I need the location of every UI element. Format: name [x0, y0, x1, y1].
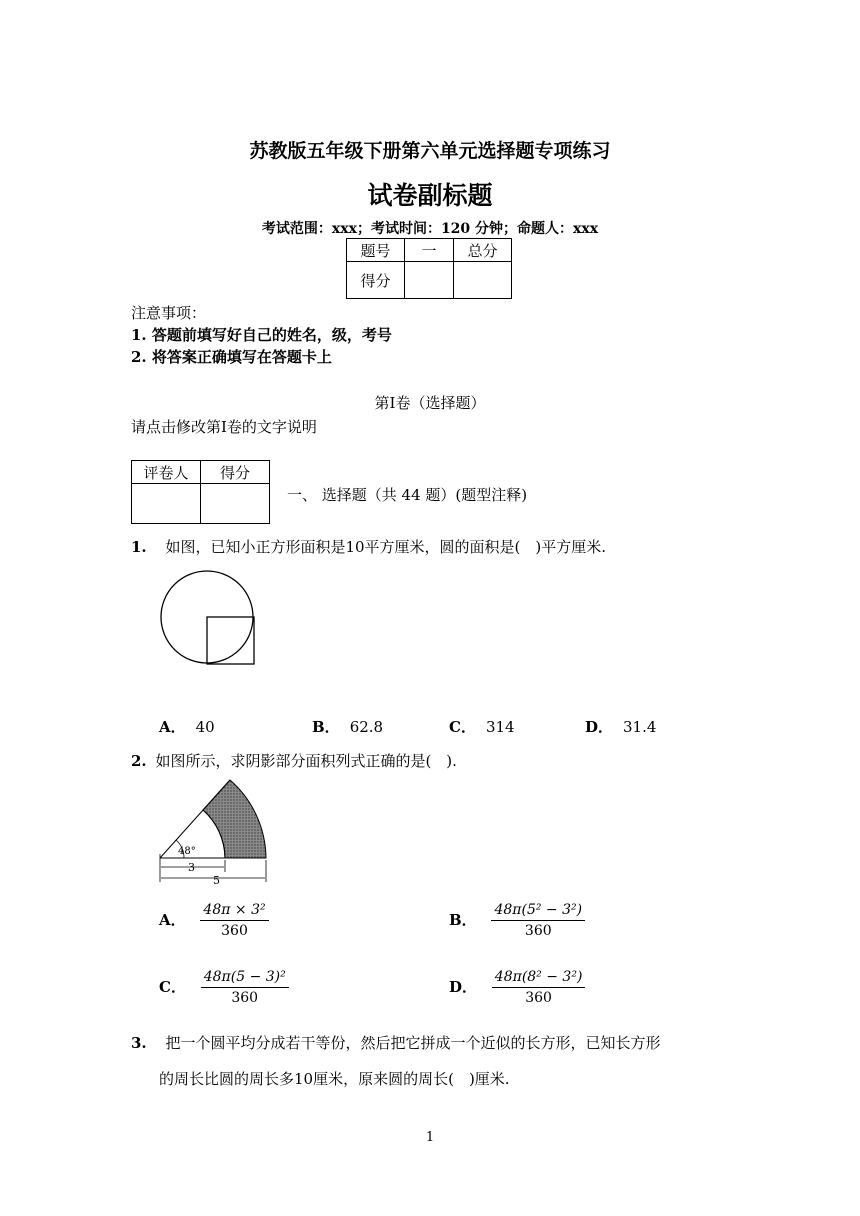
fraction: $\frac{\text{48π(5 − 3)²}}{360}$	[201, 969, 289, 1006]
fraction: $\frac{\text{48π(5² − 3²)}}{360}$	[491, 902, 585, 939]
score-table	[346, 238, 512, 299]
grader-score-header: 得分	[201, 461, 270, 484]
score-header-number: 题号	[347, 239, 405, 262]
page-title: 苏教版五年级下册第六单元选择题专项练习	[249, 140, 611, 162]
note-item: 1. 答题前填写好自己的姓名，级，考号	[131, 326, 392, 344]
section-description: 请点击修改第Ⅰ卷的文字说明	[131, 418, 317, 436]
question-type-heading: 一、 选择题（共 44 题）(题型注释)	[287, 486, 528, 504]
angle-label: 48°	[178, 846, 196, 857]
option-a: A． 40	[159, 718, 215, 736]
grader-header: 评卷人	[132, 461, 201, 484]
option-a: A． $\frac{\text{48π × 3²}}{360}$	[159, 902, 269, 939]
question-number: 2.	[131, 752, 147, 770]
question-text: 把一个圆平均分成若干等份，然后把它拼成一个近似的长方形，已知长方形	[165, 1034, 661, 1052]
notes-heading: 注意事项：	[131, 304, 207, 322]
note-item: 2. 将答案正确填写在答题卡上	[131, 348, 332, 366]
question-3	[131, 1032, 660, 1053]
page-subtitle: 试卷副标题	[367, 181, 493, 210]
fraction: $\frac{\text{48π(8² − 3²)}}{360}$	[492, 969, 586, 1006]
score-header-section-one: 一	[405, 239, 454, 262]
question-text: 如图，已知小正方形面积是10平方厘米，圆的面积是( )平方厘米.	[165, 538, 607, 556]
option-d: D． 31.4	[585, 718, 657, 736]
grader-cell[interactable]	[132, 484, 201, 524]
inner-radius-label: 3	[188, 861, 195, 874]
option-b: B． $\frac{\text{48π(5² − 3²)}}{360}$	[449, 902, 585, 939]
option-b: B． 62.8	[312, 718, 384, 736]
score-row-label: 得分	[347, 262, 405, 299]
sector-figure	[158, 778, 270, 886]
outer-radius-label: 5	[213, 874, 220, 886]
question-text-continued: 的周长比圆的周长多10厘米，原来圆的周长( )厘米.	[159, 1070, 510, 1088]
question-number: 1.	[131, 538, 147, 556]
fraction: $\frac{\text{48π × 3²}}{360}$	[200, 902, 268, 939]
question-text: 如图所示，求阴影部分面积列式正确的是( ).	[155, 752, 457, 770]
grader-table	[131, 460, 270, 524]
option-c: C． $\frac{\text{48π(5 − 3)²}}{360}$	[159, 969, 289, 1006]
question-2	[131, 750, 457, 771]
section-title: 第Ⅰ卷（选择题）	[374, 394, 486, 412]
exam-info: 考试范围：xxx；考试时间：120 分钟；命题人：xxx	[261, 221, 599, 237]
question-number: 3.	[131, 1034, 147, 1052]
score-header-total: 总分	[454, 239, 512, 262]
grader-score-cell[interactable]	[201, 484, 270, 524]
page-number: 1	[425, 1130, 435, 1145]
score-cell-total[interactable]	[454, 262, 512, 299]
option-d: D． $\frac{\text{48π(8² − 3²)}}{360}$	[449, 969, 585, 1006]
circle-square-figure	[158, 570, 262, 670]
question-1	[131, 536, 606, 557]
option-c: C． 314	[449, 718, 515, 736]
score-cell-section-one[interactable]	[405, 262, 454, 299]
shaded-ring-sector	[203, 780, 266, 858]
